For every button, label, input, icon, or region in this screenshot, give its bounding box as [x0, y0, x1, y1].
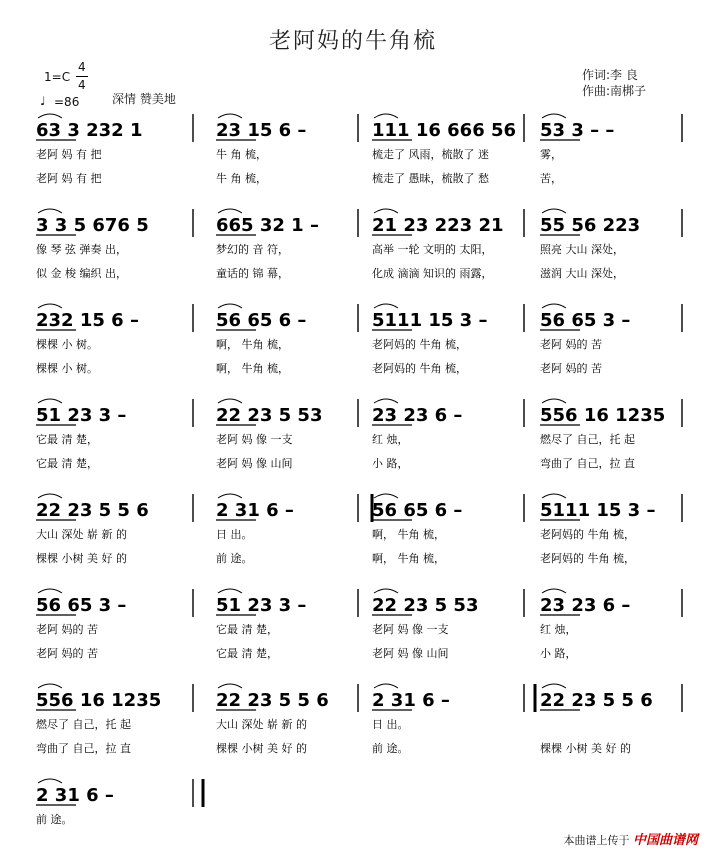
lyric-verse-1: 燃尽了 自己，托 起 [540, 433, 635, 446]
lyric-verse-1: 老阿 妈 像 一支 [216, 433, 293, 446]
slur-mark [374, 209, 398, 213]
lyric-verse-2: 啊， 牛角 梳， [216, 362, 289, 375]
site-logo: 中国曲谱网 [632, 833, 698, 848]
lyric-verse-1: 照亮 大山 深处， [540, 243, 624, 256]
slur-mark [542, 494, 566, 498]
measure-notes: 23 23 6 – [372, 405, 463, 426]
measure-notes: 22 23 5 5 6 [216, 690, 329, 711]
slur-mark [218, 304, 242, 308]
lyric-verse-1: 啊， 牛角 梳， [216, 338, 289, 351]
slur-mark [218, 589, 242, 593]
composer-credit: 作曲:南梆子 [582, 84, 647, 98]
lyric-verse-1: 红 烛， [372, 433, 409, 446]
lyric-verse-1: 老阿妈的 牛角 梳， [372, 338, 467, 351]
slur-mark [374, 399, 398, 403]
measure-notes: 22 23 5 5 6 [36, 500, 149, 521]
lyric-verse-1: 它最 清 楚， [216, 623, 278, 636]
tempo-marking: =86 [54, 95, 80, 109]
measure-notes: 21 23 223 21 [372, 215, 504, 236]
slur-mark [542, 209, 566, 213]
slur-mark [218, 399, 242, 403]
lyric-verse-2: 前 途。 [372, 742, 409, 755]
song-title: 老阿妈的牛角梳 [268, 29, 437, 54]
measure-notes: 2 31 6 – [36, 785, 114, 806]
lyric-verse-1: 啊， 牛角 梳， [372, 528, 445, 541]
measure-notes: 22 23 5 53 [372, 595, 479, 616]
measure-notes: 2 31 6 – [216, 500, 294, 521]
slur-mark [374, 304, 398, 308]
lyric-verse-2: 弯曲了 自己，拉 直 [540, 457, 635, 470]
quarter-note-icon: ♩ [40, 94, 46, 108]
slur-mark [542, 114, 566, 118]
measure-notes: 56 65 3 – [36, 595, 127, 616]
slur-mark [38, 399, 62, 403]
measure-notes: 56 65 6 – [216, 310, 307, 331]
lyric-verse-1: 老阿 妈的 苦 [36, 623, 98, 636]
lyric-verse-2: 苦， [540, 172, 562, 185]
measure-notes: 56 65 3 – [540, 310, 631, 331]
lyricist-credit: 作词:李 良 [582, 68, 638, 82]
lyric-verse-2: 梳走了 愚昧，梳散了 愁 [372, 172, 489, 185]
measure-notes: 556 16 1235 [540, 405, 666, 426]
lyric-verse-1: 老阿 妈 有 把 [36, 148, 102, 161]
lyric-verse-2: 老阿妈的 牛角 梳， [540, 552, 635, 565]
lyric-verse-1: 像 琴 弦 弹奏 出， [36, 243, 127, 256]
slur-mark [38, 209, 62, 213]
slur-mark [38, 114, 62, 118]
lyric-verse-2: 似 金 梭 编织 出， [36, 267, 127, 280]
slur-mark [374, 684, 398, 688]
expression-marking: 深情 赞美地 [112, 92, 176, 106]
slur-mark [218, 209, 242, 213]
slur-mark [38, 684, 62, 688]
measure-notes: 5111 15 3 – [372, 310, 488, 331]
upload-credit [563, 829, 698, 848]
slur-mark [542, 399, 566, 403]
lyric-verse-1: 高举 一轮 文明的 太阳， [372, 243, 493, 256]
measure-notes: 111 16 666 56 [372, 120, 517, 141]
lyric-verse-2: 牛 角 梳， [216, 172, 267, 185]
lyric-verse-1: 老阿 妈的 苦 [540, 338, 602, 351]
measure-notes: 665 32 1 – [216, 215, 319, 236]
measure-notes: 53 3 – – [540, 120, 615, 141]
lyric-verse-2: 棵棵 小树 美 好 的 [216, 742, 307, 755]
measure-notes: 23 15 6 – [216, 120, 307, 141]
slur-mark [374, 494, 398, 498]
lyric-verse-1: 牛 角 梳， [216, 148, 267, 161]
lyric-verse-2: 前 途。 [216, 552, 253, 565]
lyric-verse-1: 梦幻的 音 符， [216, 243, 289, 256]
lyric-verse-2: 老阿 妈 像 山间 [372, 647, 449, 660]
lyric-verse-2: 小 路， [540, 647, 577, 660]
lyric-verse-2: 童话的 锦 幕， [216, 267, 289, 280]
slur-mark [542, 684, 566, 688]
measure-notes: 23 23 6 – [540, 595, 631, 616]
slur-mark [374, 114, 398, 118]
lyric-verse-1: 红 烛， [540, 623, 577, 636]
measure-notes: 22 23 5 53 [216, 405, 323, 426]
lyric-verse-2: 弯曲了 自己，拉 直 [36, 742, 131, 755]
measure-notes: 51 23 3 – [36, 405, 127, 426]
measure-notes: 232 15 6 – [36, 310, 139, 331]
lyric-verse-2: 它最 清 楚， [216, 647, 278, 660]
time-signature-bottom: 4 [78, 78, 86, 92]
measure-notes: 56 65 6 – [372, 500, 463, 521]
time-signature-top: 4 [78, 60, 86, 74]
upload-credit-text: 本曲谱上传于 [563, 834, 630, 847]
measure-notes: 3 3 5 676 5 [36, 215, 149, 236]
lyric-verse-1: 大山 深处 崭 新 的 [36, 528, 127, 541]
lyric-verse-2: 老阿 妈 像 山间 [216, 457, 293, 470]
lyric-verse-1: 它最 清 楚， [36, 433, 98, 446]
lyric-verse-1: 大山 深处 崭 新 的 [216, 718, 307, 731]
lyric-verse-1: 前 途。 [36, 813, 73, 826]
slur-mark [218, 684, 242, 688]
measure-notes: 5111 15 3 – [540, 500, 656, 521]
measure-notes: 55 56 223 [540, 215, 641, 236]
lyric-verse-1: 老阿妈的 牛角 梳， [540, 528, 635, 541]
slur-mark [218, 114, 242, 118]
lyric-verse-2: 小 路， [372, 457, 409, 470]
measure-notes: 2 31 6 – [372, 690, 450, 711]
lyric-verse-2: 棵棵 小树 美 好 的 [36, 552, 127, 565]
slur-mark [542, 304, 566, 308]
slur-mark [374, 589, 398, 593]
lyric-verse-2: 老阿 妈 有 把 [36, 172, 102, 185]
slur-mark [218, 494, 242, 498]
lyric-verse-1: 日 出。 [216, 528, 253, 541]
slur-mark [542, 589, 566, 593]
slur-mark [38, 494, 62, 498]
lyric-verse-1: 棵棵 小 树。 [36, 338, 98, 351]
lyric-verse-2: 它最 清 楚， [36, 457, 98, 470]
lyric-verse-1: 老阿 妈 像 一支 [372, 623, 449, 636]
lyric-verse-2: 棵棵 小 树。 [36, 362, 98, 375]
slur-mark [38, 779, 62, 783]
measure-notes: 63 3 232 1 [36, 120, 143, 141]
measure-notes: 556 16 1235 [36, 690, 162, 711]
lyric-verse-1: 雾， [540, 148, 562, 161]
slur-mark [38, 589, 62, 593]
lyric-verse-1: 梳走了 风雨，梳散了 迷 [372, 148, 489, 161]
lyric-verse-1: 燃尽了 自己，托 起 [36, 718, 131, 731]
key-signature: 1=C [44, 70, 71, 84]
measure-notes: 22 23 5 5 6 [540, 690, 653, 711]
lyric-verse-2: 老阿 妈的 苦 [36, 647, 98, 660]
measure-notes: 51 23 3 – [216, 595, 307, 616]
lyric-verse-2: 化成 滴滴 知识的 雨露， [372, 267, 493, 280]
lyric-verse-2: 啊， 牛角 梳， [372, 552, 445, 565]
lyric-verse-1: 日 出。 [372, 718, 409, 731]
lyric-verse-2: 老阿 妈的 苦 [540, 362, 602, 375]
slur-mark [38, 304, 62, 308]
lyric-verse-2: 老阿妈的 牛角 梳， [372, 362, 467, 375]
lyric-verse-2: 棵棵 小树 美 好 的 [540, 742, 631, 755]
lyric-verse-2: 滋润 大山 深处， [540, 267, 624, 280]
